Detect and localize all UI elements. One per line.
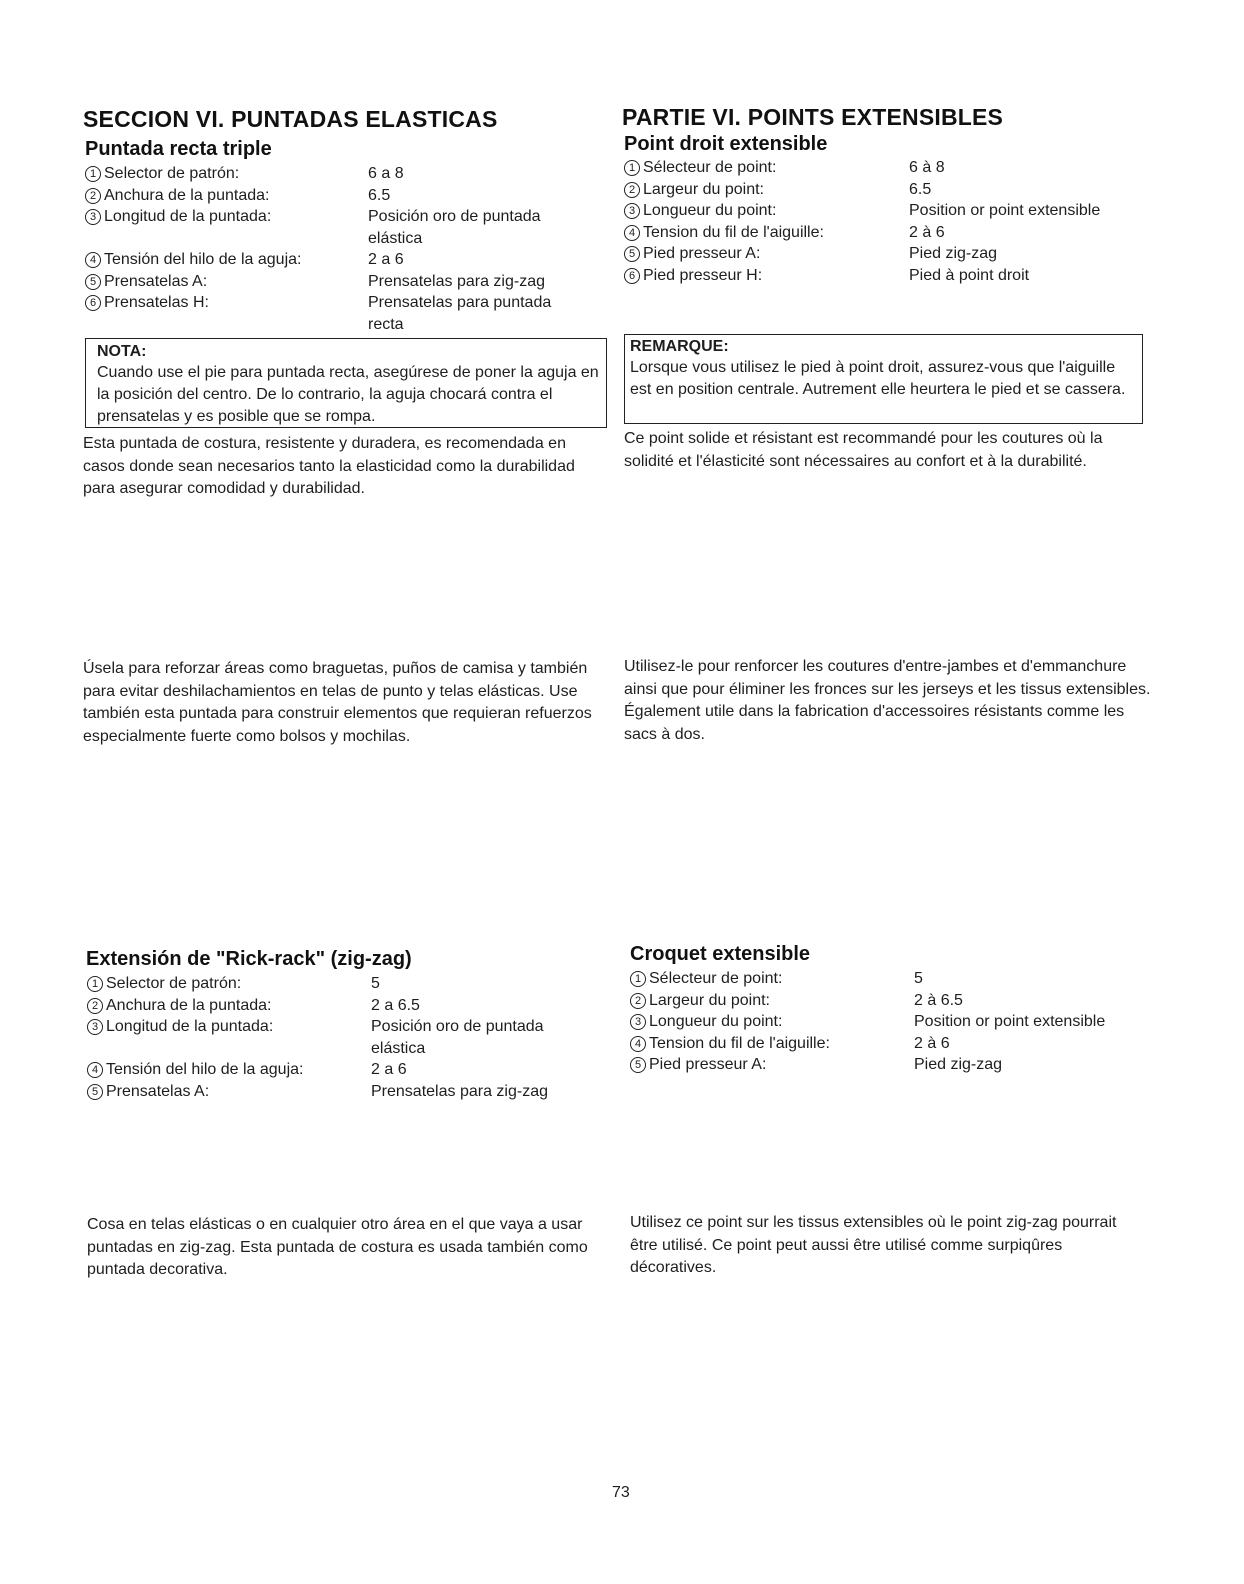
setting-row	[85, 206, 605, 249]
settings-list-fr-2	[630, 968, 1150, 1076]
setting-label: Selector de patrón:	[104, 165, 240, 182]
circled-number: 2	[87, 998, 103, 1014]
setting-row	[87, 1081, 607, 1103]
subtitle-puntada-recta-triple: Puntada recta triple	[85, 138, 272, 160]
setting-value: 2 à 6	[909, 223, 945, 241]
circled-number: 5	[85, 274, 101, 290]
setting-value: Position or point extensible	[914, 1013, 1106, 1030]
setting-label: Selector de patrón:	[106, 975, 242, 992]
setting-label: Pied presseur H:	[643, 266, 763, 284]
setting-row	[624, 157, 1144, 179]
setting-label: Sélecteur de point:	[649, 970, 783, 987]
circled-number: 5	[630, 1057, 646, 1073]
setting-row	[85, 163, 605, 185]
setting-label: Tension du fil de l'aiguille:	[649, 1034, 830, 1052]
setting-label: Longueur du point:	[643, 202, 777, 219]
settings-list-es-2	[87, 973, 607, 1102]
note-text: Cuando use el pie para puntada recta, asegúrese de poner la aguja en la posición del centro. De lo contrario, la aguja chocará contra el prensatelas y es posible que se rompa.	[97, 364, 599, 425]
setting-row	[624, 243, 1144, 265]
setting-value: Pied zig-zag	[914, 1056, 1003, 1073]
circled-number: 6	[85, 295, 101, 311]
setting-row	[624, 265, 1144, 287]
circled-number: 1	[630, 971, 646, 987]
subtitle-rick-rack: Extensión de "Rick-rack" (zig-zag)	[86, 948, 412, 970]
setting-label: Sélecteur de point:	[643, 159, 777, 176]
setting-label: Prensatelas H:	[104, 294, 209, 311]
note-title: REMARQUE:	[630, 338, 729, 355]
setting-row	[630, 990, 1150, 1012]
setting-label: Tensión del hilo de la aguja:	[104, 251, 302, 268]
setting-label: Tension du fil de l'aiguille:	[643, 223, 824, 241]
paragraph-es-2: Úsela para reforzar áreas como braguetas, puños de camisa y también para evitar deshilachamientos en telas de punto y telas elásticas. Use también esta puntada para construir elementos que requieran refuerzos especialmente fuerte como bolsos y mochilas.	[83, 660, 592, 745]
circled-number: 3	[624, 203, 640, 219]
setting-value: Position or point extensible	[909, 202, 1101, 219]
setting-label: Prensatelas A:	[106, 1082, 210, 1100]
setting-row	[630, 1011, 1150, 1033]
setting-row	[630, 1054, 1150, 1076]
setting-value: Posición oro de puntada elástica	[371, 1018, 544, 1057]
circled-number: 1	[624, 160, 640, 176]
setting-label: Pied presseur A:	[643, 245, 761, 262]
note-title: NOTA:	[97, 343, 147, 360]
setting-value: 2 a 6	[371, 1061, 407, 1078]
circled-number: 3	[85, 209, 101, 225]
setting-row	[87, 1059, 607, 1081]
setting-label: Anchura de la puntada:	[104, 186, 270, 204]
circled-number: 2	[630, 993, 646, 1009]
setting-value: 2 à 6	[914, 1034, 950, 1052]
circled-number: 5	[624, 246, 640, 262]
circled-number: 4	[85, 252, 101, 268]
setting-value: 6 à 8	[909, 159, 945, 176]
setting-value: Prensatelas para zig-zag	[371, 1082, 548, 1100]
paragraph-fr-1: Ce point solide et résistant est recommandé pour les coutures où la solidité et l'élasticité sont nécessaires au confort et à la durabilité.	[624, 430, 1103, 470]
setting-label: Longitud de la puntada:	[106, 1018, 274, 1035]
setting-label: Pied presseur A:	[649, 1056, 767, 1073]
setting-row	[85, 292, 605, 335]
setting-value: 5	[371, 975, 380, 992]
setting-row	[624, 222, 1144, 244]
setting-row	[624, 179, 1144, 201]
circled-number: 2	[624, 182, 640, 198]
setting-value: 2 à 6.5	[914, 991, 963, 1009]
setting-label: Longitud de la puntada:	[104, 208, 272, 225]
circled-number: 1	[87, 976, 103, 992]
setting-row	[87, 973, 607, 995]
paragraph-fr-3: Utilisez ce point sur les tissus extensibles où le point zig-zag pourrait être utilisé. Ce point peut aussi être utilisé comme surpiqûres décoratives.	[630, 1214, 1117, 1276]
setting-value: Prensatelas para puntada recta	[368, 294, 552, 333]
note-text: Lorsque vous utilisez le pied à point droit, assurez-vous que l'aiguille est en position centrale. Autrement elle heurtera le pied et se cassera.	[630, 359, 1126, 398]
setting-label: Longueur du point:	[649, 1013, 783, 1030]
setting-row	[85, 271, 605, 293]
setting-row	[85, 249, 605, 271]
setting-label: Largeur du point:	[649, 991, 770, 1009]
setting-value: 6.5	[368, 186, 391, 204]
circled-number: 3	[87, 1019, 103, 1035]
settings-list-fr-1	[624, 157, 1144, 286]
setting-label: Prensatelas A:	[104, 272, 208, 290]
subtitle-point-droit-extensible: Point droit extensible	[624, 133, 828, 155]
note-box-es	[85, 338, 607, 428]
setting-label: Tensión del hilo de la aguja:	[106, 1061, 304, 1078]
paragraph-fr-2: Utilisez-le pour renforcer les coutures d'entre-jambes et d'emmanchure ainsi que pour éliminer les fronces sur les jerseys et les tissus extensibles. Également utile dans la fabrication d'accessoires résistants comme les sacs à dos.	[624, 658, 1151, 743]
setting-value: 2 a 6.5	[371, 996, 420, 1014]
setting-label: Anchura de la puntada:	[106, 996, 272, 1014]
setting-row	[630, 968, 1150, 990]
subtitle-croquet-extensible: Croquet extensible	[630, 943, 811, 965]
circled-number: 1	[85, 166, 101, 182]
setting-value: Prensatelas para zig-zag	[368, 272, 545, 290]
setting-value: Posición oro de puntada elástica	[368, 208, 541, 247]
setting-value: 6.5	[909, 180, 932, 198]
note-box-fr	[624, 334, 1143, 424]
page-number: 73	[612, 1484, 630, 1501]
settings-list-es-1	[85, 163, 605, 335]
circled-number: 4	[87, 1062, 103, 1078]
setting-value: Pied zig-zag	[909, 245, 998, 262]
setting-row	[87, 995, 607, 1017]
setting-value: 2 a 6	[368, 251, 404, 268]
circled-number: 3	[630, 1014, 646, 1030]
circled-number: 6	[624, 268, 640, 284]
circled-number: 2	[85, 188, 101, 204]
setting-row	[85, 185, 605, 207]
setting-row	[630, 1033, 1150, 1055]
circled-number: 5	[87, 1084, 103, 1100]
paragraph-es-3: Cosa en telas elásticas o en cualquier otro área en el que vaya a usar puntadas en zig-zag. Esta puntada de costura es usada también como puntada decorativa.	[87, 1216, 588, 1278]
setting-row	[87, 1016, 607, 1059]
circled-number: 4	[624, 225, 640, 241]
setting-label: Largeur du point:	[643, 180, 764, 198]
setting-value: 5	[914, 970, 923, 987]
section-title-fr: PARTIE VI. POINTS EXTENSIBLES	[622, 104, 1004, 130]
setting-row	[624, 200, 1144, 222]
setting-value: 6 a 8	[368, 165, 404, 182]
circled-number: 4	[630, 1036, 646, 1052]
section-title-es: SECCION VI. PUNTADAS ELASTICAS	[83, 106, 498, 132]
paragraph-es-1: Esta puntada de costura, resistente y duradera, es recomendada en casos donde sean necesarios tanto la elasticidad como la durabilidad para asegurar comodidad y durabilidad.	[83, 435, 575, 497]
setting-value: Pied à point droit	[909, 266, 1030, 284]
